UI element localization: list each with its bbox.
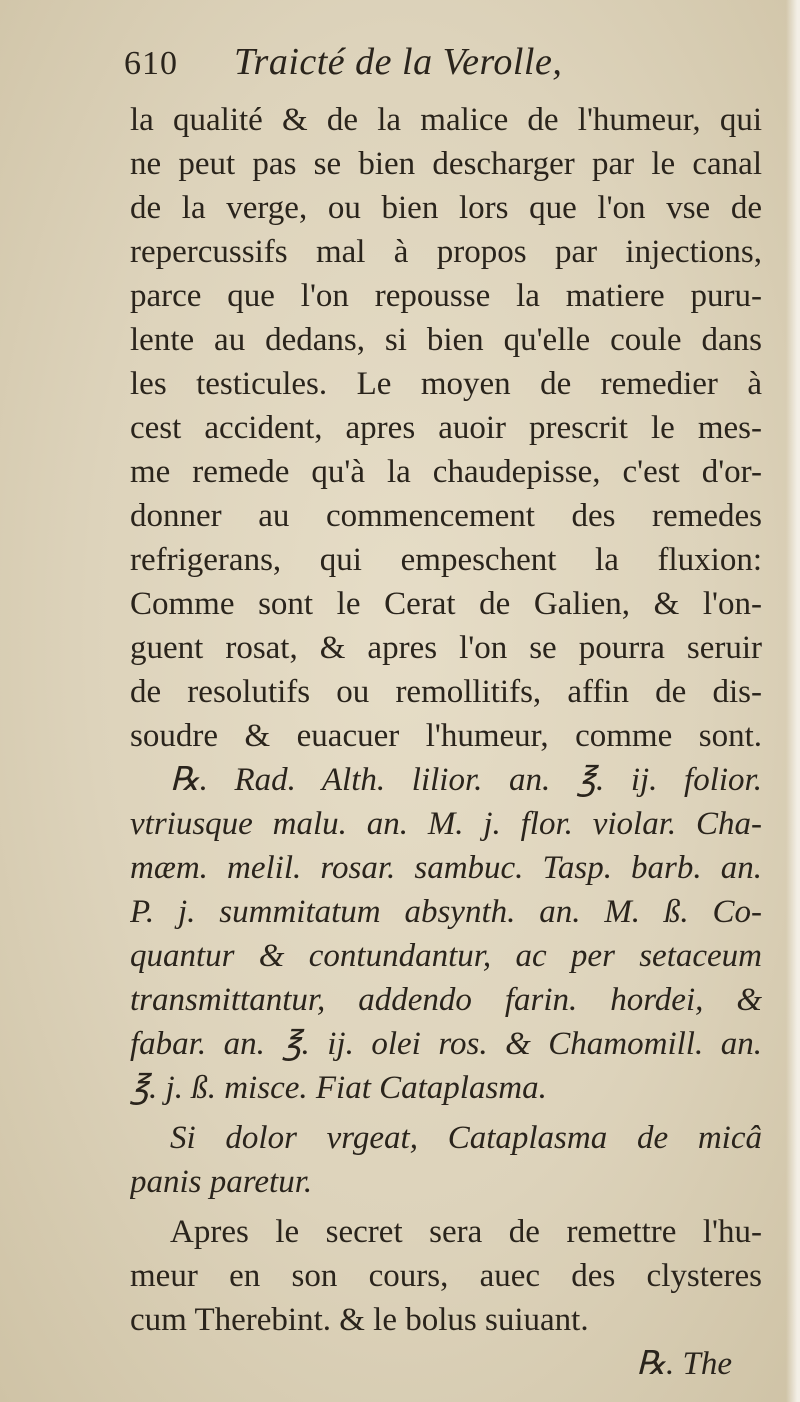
text-line: me remede qu'à la chaudepisse, c'est d'or- xyxy=(130,454,762,490)
text-line: meur en son cours, auec des clysteres xyxy=(130,1258,762,1294)
prescription-line: mæm. melil. rosar. sambuc. Tasp. barb. an. xyxy=(130,850,762,886)
prescription-line: ℞. Rad. Alth. lilior. an. ℥. ij. folior. xyxy=(170,762,762,798)
catchword: ℞. The xyxy=(636,1346,732,1382)
text-line: la qualité & de la malice de l'humeur, qui xyxy=(130,102,762,138)
page-edge xyxy=(786,0,800,1402)
prescription-line: ℥. j. ß. misce. Fiat Cataplasma. xyxy=(130,1070,547,1106)
prescription-note-line: panis paretur. xyxy=(130,1164,313,1200)
text-line: guent rosat, & apres l'on se pourra seruir xyxy=(130,630,762,666)
body-text xyxy=(130,98,762,1386)
text-line: Apres le secret sera de remettre l'hu- xyxy=(170,1214,762,1250)
prescription-line: quantur & contundantur, ac per setaceum xyxy=(130,938,762,974)
text-line: Comme sont le Cerat de Galien, & l'on- xyxy=(130,586,762,622)
text-line: refrigerans, qui empeschent la fluxion: xyxy=(130,542,762,578)
text-line: soudre & euacuer l'humeur, comme sont. xyxy=(130,718,762,754)
text-line: de la verge, ou bien lors que l'on vse de xyxy=(130,190,762,226)
prescription-line: fabar. an. ℥. ij. olei ros. & Chamomill. an. xyxy=(130,1026,762,1062)
text-line: donner au commencement des remedes xyxy=(130,498,762,534)
running-title: Traicté de la Verolle, xyxy=(234,41,563,83)
text-line: cest accident, apres auoir prescrit le mes- xyxy=(130,410,762,446)
prescription-line: vtriusque malu. an. M. j. flor. violar. Cha- xyxy=(130,806,762,842)
text-line: les testicules. Le moyen de remedier à xyxy=(130,366,762,402)
page-number: 610 xyxy=(124,45,178,82)
running-head xyxy=(124,40,762,98)
prescription-note-line: Si dolor vrgeat, Cataplasma de micâ xyxy=(170,1120,762,1156)
prescription-line: P. j. summitatum absynth. an. M. ß. Co- xyxy=(130,894,762,930)
text-line: cum Therebint. & le bolus suiuant. xyxy=(130,1302,589,1338)
text-line: de resolutifs ou remollitifs, affin de dis- xyxy=(130,674,762,710)
text-line: lente au dedans, si bien qu'elle coule dans xyxy=(130,322,762,358)
text-line: repercussifs mal à propos par injections, xyxy=(130,234,762,270)
text-line: parce que l'on repousse la matiere puru- xyxy=(130,278,762,314)
text-line: ne peut pas se bien descharger par le canal xyxy=(130,146,762,182)
prescription-line: transmittantur, addendo farin. hordei, & xyxy=(130,982,762,1018)
